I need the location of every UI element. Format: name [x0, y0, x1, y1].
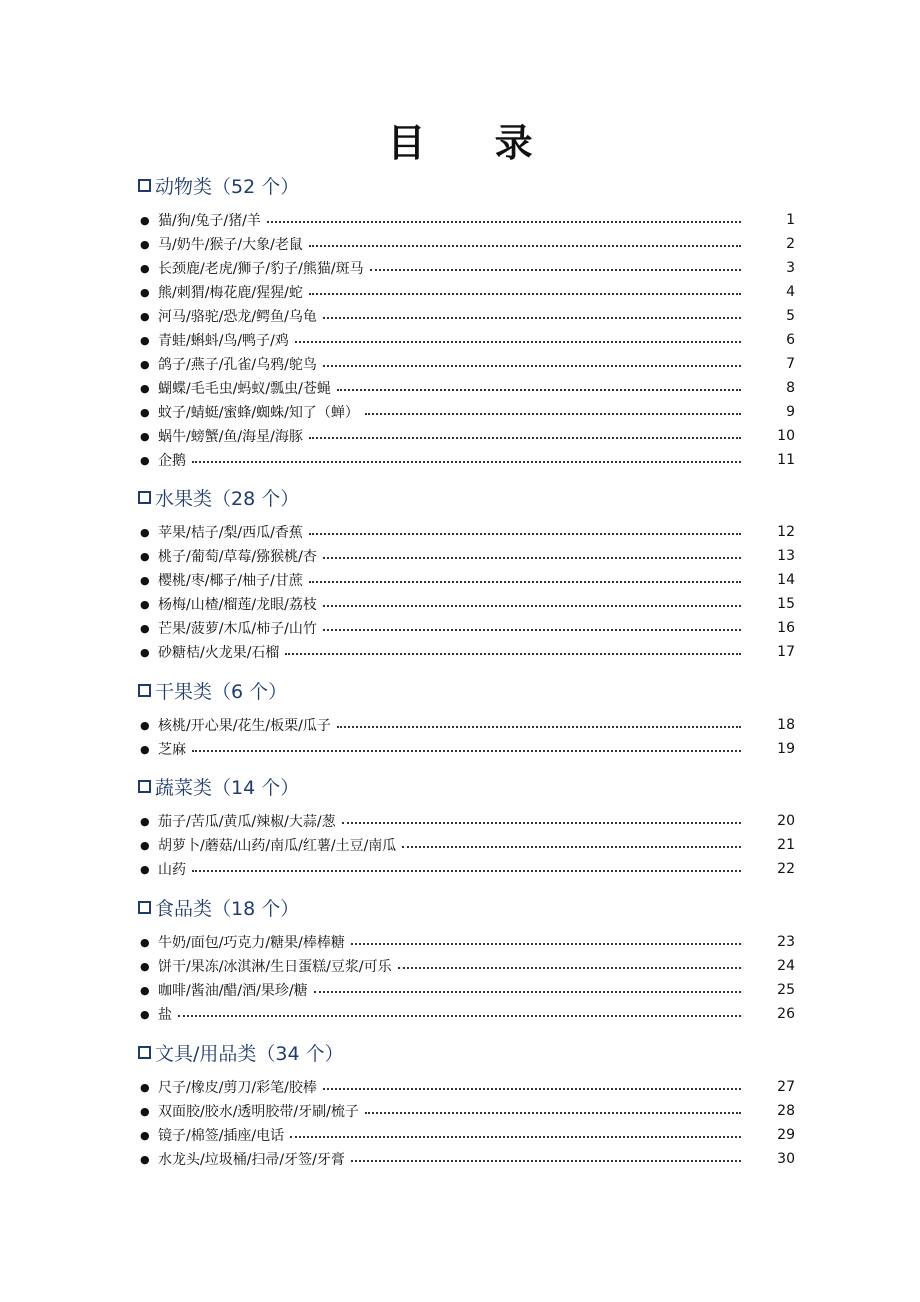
dot-leader [398, 967, 741, 969]
dot-leader [192, 750, 741, 752]
toc-page-number: 25 [777, 982, 795, 998]
dot-leader [323, 365, 741, 367]
bullet-icon: ● [140, 429, 150, 443]
toc-item[interactable] [140, 1076, 795, 1098]
toc-item-text: 砂糖桔/火龙果/石榴 [158, 645, 280, 661]
checkbox-square-icon [138, 780, 151, 793]
toc-item[interactable] [140, 425, 795, 447]
dot-leader [323, 629, 741, 631]
toc-item-text: 桃子/葡萄/草莓/猕猴桃/杏 [158, 549, 317, 565]
dot-leader [267, 221, 741, 223]
toc-item-text: 咖啡/酱油/醋/酒/果珍/糖 [158, 983, 308, 999]
dot-leader [192, 870, 741, 872]
bullet-icon: ● [140, 333, 150, 347]
bullet-icon: ● [140, 573, 150, 587]
toc-page-number: 2 [786, 236, 795, 252]
dot-leader [314, 991, 741, 993]
toc-page-number: 4 [786, 284, 795, 300]
dot-leader [192, 461, 741, 463]
dot-leader [323, 317, 741, 319]
toc-item[interactable] [140, 257, 795, 279]
dot-leader [337, 389, 741, 391]
bullet-icon: ● [140, 213, 150, 227]
section-heading-food [138, 892, 299, 922]
toc-item-text: 芒果/菠萝/木瓜/柿子/山竹 [158, 621, 317, 637]
toc-item[interactable] [140, 617, 795, 639]
toc-item-text: 蜗牛/螃蟹/鱼/海星/海豚 [158, 429, 303, 445]
toc-page-number: 12 [777, 524, 795, 540]
toc-page-number: 5 [786, 308, 795, 324]
toc-item[interactable] [140, 593, 795, 615]
toc-page-number: 13 [777, 548, 795, 564]
bullet-icon: ● [140, 742, 150, 756]
toc-item[interactable] [140, 1100, 795, 1122]
toc-item-text: 茄子/苦瓜/黄瓜/辣椒/大蒜/葱 [158, 814, 336, 830]
toc-page-number: 23 [777, 934, 795, 950]
toc-item-text: 长颈鹿/老虎/狮子/豹子/熊猫/斑马 [158, 261, 364, 277]
toc-page-number: 29 [777, 1127, 795, 1143]
toc-page-number: 17 [777, 644, 795, 660]
toc-item-text: 杨梅/山楂/榴莲/龙眼/荔枝 [158, 597, 317, 613]
dot-leader [285, 653, 741, 655]
dot-leader [323, 557, 741, 559]
dot-leader [309, 245, 741, 247]
toc-page-number: 7 [786, 356, 795, 372]
bullet-icon: ● [140, 597, 150, 611]
toc-page-number: 3 [786, 260, 795, 276]
section-heading-text: 文具/用品类（34 个） [155, 1042, 344, 1065]
bullet-icon: ● [140, 549, 150, 563]
toc-item-text: 尺子/橡皮/剪刀/彩笔/胶棒 [158, 1080, 317, 1096]
toc-page-number: 20 [777, 813, 795, 829]
section-heading-nuts [138, 675, 287, 705]
toc-item[interactable] [140, 979, 795, 1001]
toc-item[interactable] [140, 521, 795, 543]
page-title: 目 录 [387, 121, 561, 165]
toc-item-text: 核桃/开心果/花生/板栗/瓜子 [158, 718, 331, 734]
bullet-icon: ● [140, 621, 150, 635]
dot-leader [337, 726, 741, 728]
toc-item-text: 盐 [158, 1007, 172, 1023]
toc-page-number: 15 [777, 596, 795, 612]
toc-page-number: 26 [777, 1006, 795, 1022]
toc-item[interactable] [140, 353, 795, 375]
bullet-icon: ● [140, 261, 150, 275]
toc-item[interactable] [140, 714, 795, 736]
dot-leader [309, 437, 741, 439]
toc-page-number: 18 [777, 717, 795, 733]
toc-page-number: 27 [777, 1079, 795, 1095]
checkbox-square-icon [138, 491, 151, 504]
bullet-icon: ● [140, 814, 150, 828]
section-heading-fruits [138, 482, 299, 512]
section-heading-text: 水果类（28 个） [155, 487, 300, 510]
toc-page-number: 9 [786, 404, 795, 420]
toc-page-number: 14 [777, 572, 795, 588]
dot-leader [323, 1088, 741, 1090]
toc-page-number: 1 [786, 212, 795, 228]
toc-item-text: 蚊子/蜻蜓/蜜蜂/蜘蛛/知了（蝉） [158, 405, 359, 421]
toc-item-text: 镜子/棉签/插座/电话 [158, 1128, 285, 1144]
toc-item[interactable] [140, 1148, 795, 1170]
dot-leader [342, 822, 741, 824]
bullet-icon: ● [140, 935, 150, 949]
checkbox-square-icon [138, 684, 151, 697]
toc-item-text: 蝴蝶/毛毛虫/蚂蚁/瓢虫/苍蝇 [158, 381, 331, 397]
section-heading-animals [138, 170, 299, 200]
bullet-icon: ● [140, 862, 150, 876]
bullet-icon: ● [140, 1007, 150, 1021]
toc-item[interactable] [140, 738, 795, 760]
bullet-icon: ● [140, 357, 150, 371]
toc-item-text: 樱桃/枣/椰子/柚子/甘蔗 [158, 573, 303, 589]
dot-leader [402, 846, 741, 848]
toc-item[interactable] [140, 955, 795, 977]
dot-leader [309, 581, 741, 583]
bullet-icon: ● [140, 309, 150, 323]
toc-item[interactable] [140, 329, 795, 351]
toc-item[interactable] [140, 931, 795, 953]
section-heading-text: 食品类（18 个） [155, 897, 300, 920]
section-heading-text: 动物类（52 个） [155, 175, 300, 198]
checkbox-square-icon [138, 179, 151, 192]
section-heading-vegetables [138, 771, 299, 801]
toc-item-text: 马/奶牛/猴子/大象/老鼠 [158, 237, 303, 253]
toc-page-number: 28 [777, 1103, 795, 1119]
toc-item[interactable] [140, 834, 795, 856]
toc-item[interactable] [140, 209, 795, 231]
toc-item-text: 饼干/果冻/冰淇淋/生日蛋糕/豆浆/可乐 [158, 959, 392, 975]
toc-item-text: 猫/狗/兔子/猪/羊 [158, 213, 261, 229]
toc-page-number: 8 [786, 380, 795, 396]
bullet-icon: ● [140, 959, 150, 973]
toc-item-text: 企鹅 [158, 453, 186, 469]
bullet-icon: ● [140, 453, 150, 467]
toc-item[interactable] [140, 233, 795, 255]
toc-page-number: 10 [777, 428, 795, 444]
dot-leader [309, 533, 741, 535]
toc-item-text: 河马/骆驼/恐龙/鳄鱼/乌龟 [158, 309, 317, 325]
bullet-icon: ● [140, 381, 150, 395]
bullet-icon: ● [140, 718, 150, 732]
toc-item-text: 双面胶/胶水/透明胶带/牙刷/梳子 [158, 1104, 359, 1120]
dot-leader [365, 1112, 741, 1114]
dot-leader [370, 269, 741, 271]
bullet-icon: ● [140, 838, 150, 852]
toc-item[interactable] [140, 569, 795, 591]
toc-item-text: 山药 [158, 862, 186, 878]
toc-page-number: 16 [777, 620, 795, 636]
toc-page-number: 24 [777, 958, 795, 974]
toc-page-number: 6 [786, 332, 795, 348]
bullet-icon: ● [140, 1128, 150, 1142]
bullet-icon: ● [140, 645, 150, 659]
bullet-icon: ● [140, 1080, 150, 1094]
bullet-icon: ● [140, 1104, 150, 1118]
checkbox-square-icon [138, 901, 151, 914]
dot-leader [309, 293, 741, 295]
dot-leader [323, 605, 741, 607]
bullet-icon: ● [140, 285, 150, 299]
toc-page-number: 19 [777, 741, 795, 757]
dot-leader [290, 1136, 741, 1138]
toc-item-text: 水龙头/垃圾桶/扫帚/牙签/牙膏 [158, 1152, 345, 1168]
section-heading-text: 干果类（6 个） [155, 680, 288, 703]
section-heading-stationery [138, 1037, 344, 1067]
checkbox-square-icon [138, 1046, 151, 1059]
toc-item-text: 胡萝卜/蘑菇/山药/南瓜/红薯/土豆/南瓜 [158, 838, 397, 854]
toc-page-number: 30 [777, 1151, 795, 1167]
toc-item[interactable] [140, 1124, 795, 1146]
toc-item-text: 牛奶/面包/巧克力/糖果/棒棒糖 [158, 935, 345, 951]
bullet-icon: ● [140, 525, 150, 539]
toc-page-number: 22 [777, 861, 795, 877]
toc-item-text: 熊/刺猬/梅花鹿/猩猩/蛇 [158, 285, 303, 301]
toc-item-text: 芝麻 [158, 742, 186, 758]
dot-leader [365, 413, 741, 415]
dot-leader [351, 1160, 741, 1162]
toc-item-text: 鸽子/燕子/孔雀/乌鸦/鸵鸟 [158, 357, 317, 373]
toc-item[interactable] [140, 305, 795, 327]
toc-item[interactable] [140, 641, 795, 663]
bullet-icon: ● [140, 405, 150, 419]
bullet-icon: ● [140, 237, 150, 251]
toc-item[interactable] [140, 449, 795, 471]
toc-item[interactable] [140, 810, 795, 832]
bullet-icon: ● [140, 1152, 150, 1166]
toc-item[interactable] [140, 858, 795, 880]
dot-leader [178, 1015, 741, 1017]
toc-item[interactable] [140, 545, 795, 567]
section-heading-text: 蔬菜类（14 个） [155, 776, 300, 799]
toc-item[interactable] [140, 281, 795, 303]
toc-item-text: 青蛙/蝌蚪/鸟/鸭子/鸡 [158, 333, 289, 349]
toc-item[interactable] [140, 377, 795, 399]
dot-leader [295, 341, 741, 343]
bullet-icon: ● [140, 983, 150, 997]
toc-item[interactable] [140, 1003, 795, 1025]
toc-page-number: 21 [777, 837, 795, 853]
dot-leader [351, 943, 741, 945]
toc-item[interactable] [140, 401, 795, 423]
toc-item-text: 苹果/桔子/梨/西瓜/香蕉 [158, 525, 303, 541]
toc-page-number: 11 [777, 452, 795, 468]
